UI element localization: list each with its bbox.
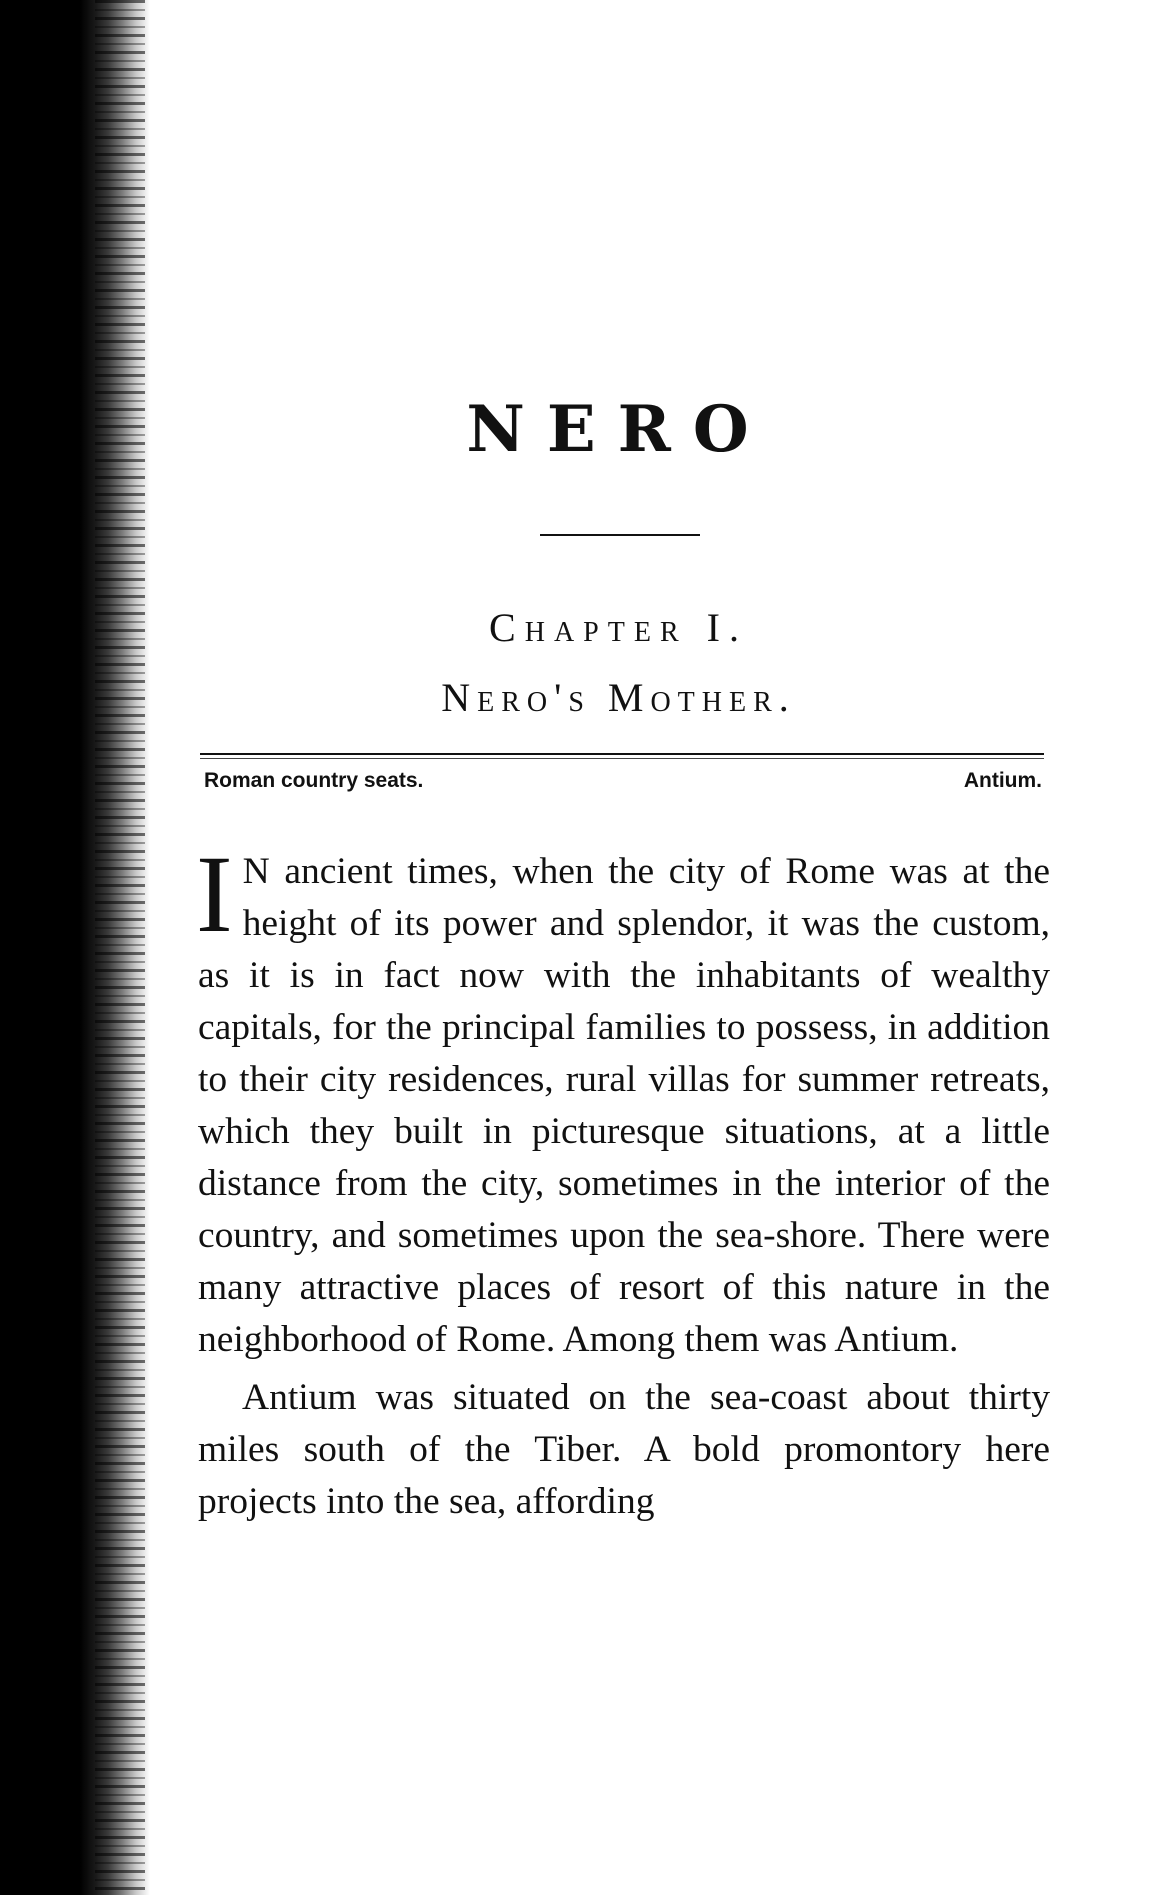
headnote-left: Roman country seats. — [204, 769, 424, 792]
chapter-heading: Chapter I. — [489, 605, 748, 650]
title-rule — [540, 534, 700, 536]
book-title: NERO — [466, 392, 771, 467]
headnote-right: Antium. — [963, 769, 1042, 792]
body-text — [196, 833, 1050, 1528]
paragraph-2-text: Antium was situated on the sea-coast about thirty miles south of the Tiber. A bold promontory here projects into the sea, affording — [198, 1377, 1050, 1522]
scanned-binding-edge — [0, 0, 150, 1895]
headnote-rule-thick — [200, 753, 1044, 755]
paragraph-1 — [196, 833, 1050, 1366]
drop-cap: I — [196, 833, 233, 955]
paragraph-2 — [198, 1372, 1050, 1528]
drop-cap-lead: N — [242, 851, 270, 892]
paragraph-1-text: ancient times, when the city of Rome was at the height of its power and splendor, it was the custom, as it is in fact now with the inhabitants of wealthy capitals, for the principal families to possess, in addition to their city residences, rural villas for summer retreats, which they built in picturesque situations, at a little distance from the city, sometimes in the interior of the country, and sometimes upon the sea-shore. There were many attractive places of resort of this nature in the neighborhood of Rome. Among them was Antium. — [198, 851, 1050, 1360]
headnote-row — [204, 770, 1042, 791]
chapter-subtitle: Nero's Mother. — [441, 675, 796, 720]
headnote-rule-thin — [200, 758, 1044, 759]
